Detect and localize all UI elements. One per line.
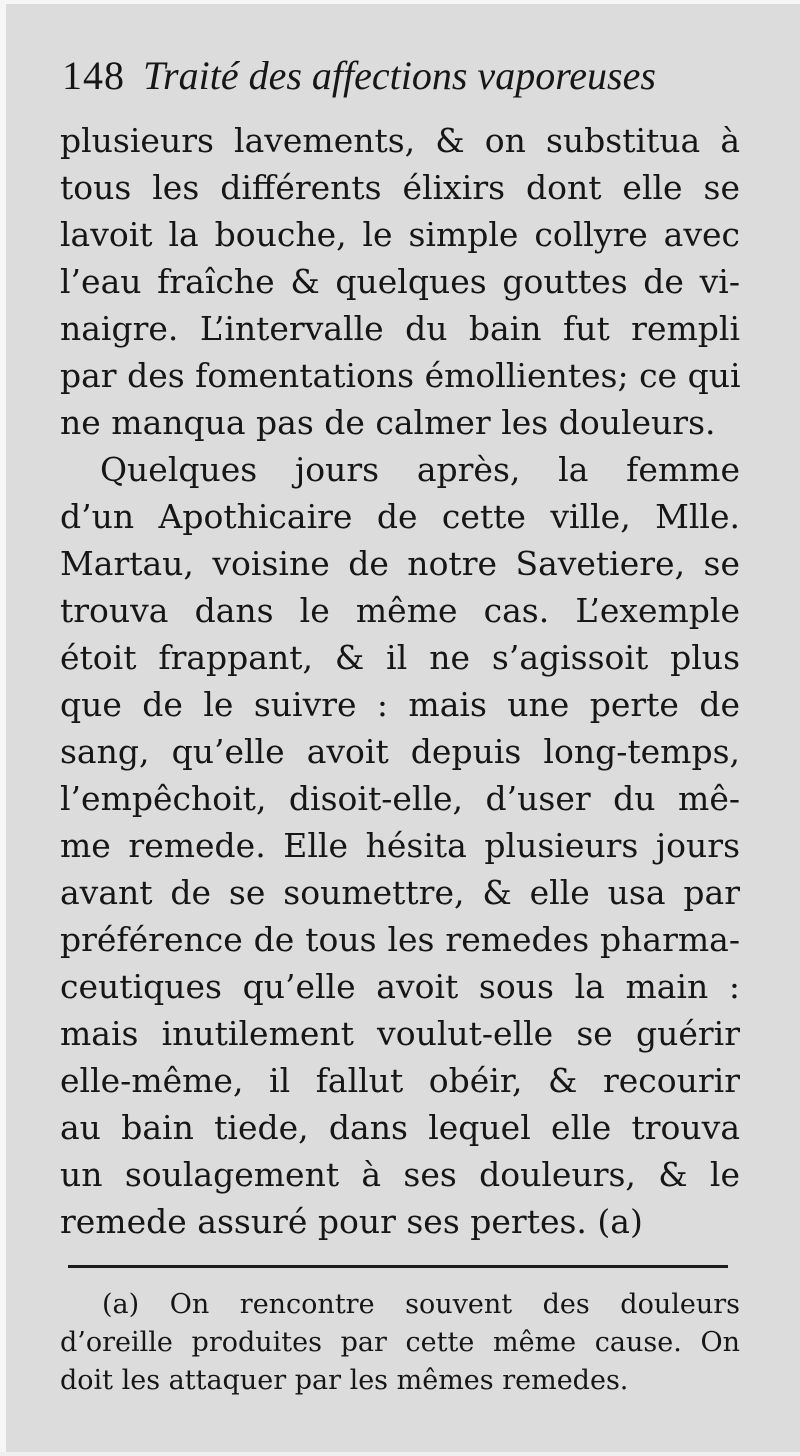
text-line: d’un Apothicaire de cette ville, Mlle. (60, 497, 740, 536)
text-line: étoit frappant, & il ne s’agissoit plus (60, 638, 740, 677)
text-line: avant de se soumettre, & elle usa par (60, 873, 740, 912)
text-line: par des fomentations émollientes; ce qui (60, 356, 740, 395)
text-line: trouva dans le même cas. L’exemple (60, 591, 740, 630)
text-line: tous les différents élixirs dont elle se (60, 168, 740, 207)
footnote-line: doit les attaquer par les mêmes remedes. (60, 1365, 629, 1396)
text-line: lavoit la bouche, le simple collyre avec (60, 215, 740, 254)
text-line: me remede. Elle hésita plusieurs jours (60, 826, 740, 865)
text-line: l’empêchoit, disoit-elle, d’user du mê- (60, 779, 740, 818)
footnote-line: (a) On rencontre souvent des douleurs (102, 1289, 740, 1320)
text-line: plusieurs lavements, & on substitua à (60, 121, 740, 160)
scan-margin-left (0, 0, 6, 1456)
text-line: remede assuré pour ses pertes. (a) (60, 1202, 643, 1241)
text-line: mais inutilement voulut-elle se guérir (60, 1014, 740, 1053)
text-line: Martau, voisine de notre Savetiere, se (60, 544, 740, 583)
text-line: au bain tiede, dans lequel elle trouva (60, 1108, 740, 1147)
page-number: 148 (62, 53, 125, 98)
running-header (62, 48, 752, 104)
running-title: Traité des affections vaporeuses (143, 53, 656, 98)
text-line: l’eau fraîche & quelques gouttes de vi- (60, 262, 740, 301)
text-line: préférence de tous les remedes pharma- (60, 920, 740, 959)
scan-margin-bottom (0, 1452, 800, 1456)
text-line: sang, qu’elle avoit depuis long-temps, (60, 732, 740, 771)
text-line: elle-même, il fallut obéir, & recourir (60, 1061, 740, 1100)
footnote-line: d’oreille produites par cette même cause. On (60, 1327, 740, 1358)
paragraph-first-line: Quelques jours après, la femme (100, 450, 740, 489)
text-line: ne manqua pas de calmer les douleurs. (60, 403, 716, 442)
footnote-rule (68, 1265, 728, 1268)
text-line: que de le suivre : mais une perte de (60, 685, 740, 724)
scan-margin-top (0, 0, 800, 4)
text-line: ceutiques qu’elle avoit sous la main : (60, 967, 740, 1006)
text-line: un soulagement à ses douleurs, & le (60, 1155, 740, 1194)
text-line: naigre. L’intervalle du bain fut rempli (60, 309, 740, 348)
